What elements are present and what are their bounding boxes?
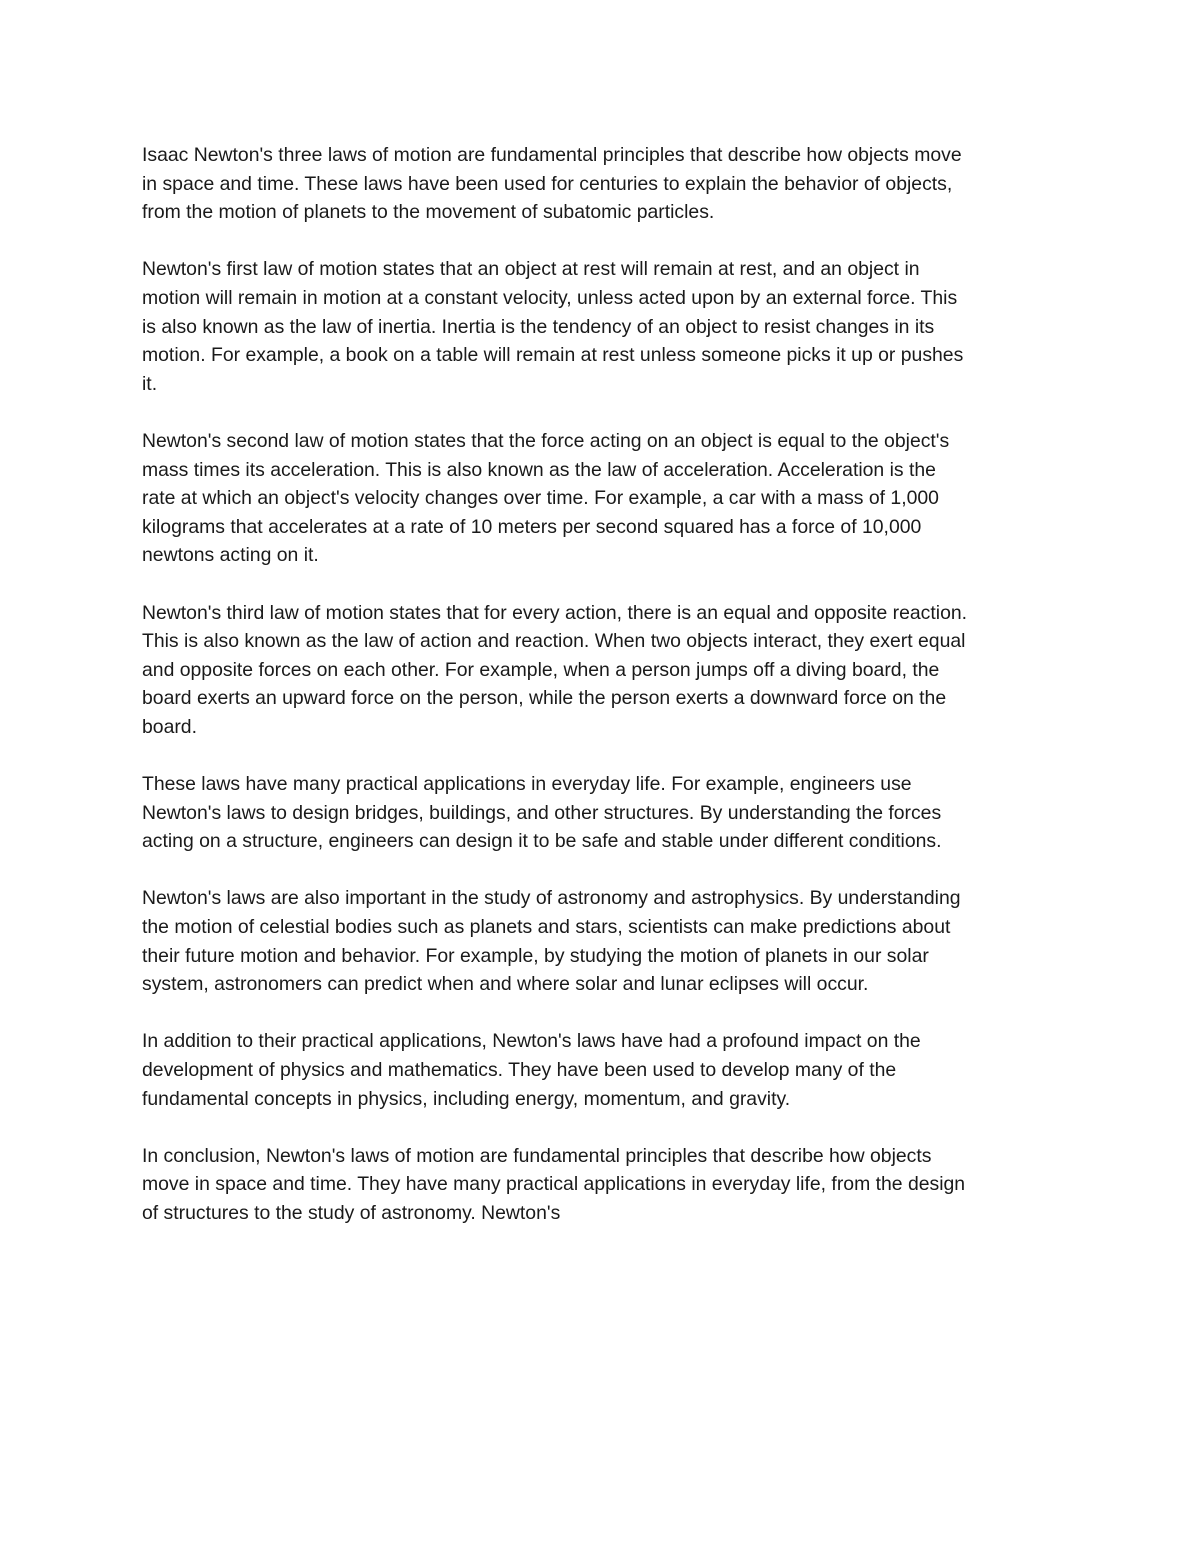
text-line: Newton's laws are also important in the study of astronomy and astrophysics. By understanding [142,887,961,910]
text-line: In conclusion, Newton's laws of motion are fundamental principles that describe how objects [142,1144,932,1167]
text-line: These laws have many practical applications in everyday life. For example, engineers use [142,773,912,796]
text-line: it. [142,372,158,395]
paragraph-conclusion [142,1142,1067,1228]
text-line: This is also known as the law of action and reaction. When two objects interact, they exert equal [142,630,966,653]
paragraph-astronomy [142,884,1067,998]
text-line: board exerts an upward force on the person, while the person exerts a downward force on the [142,687,947,710]
text-line: the motion of celestial bodies such as planets and stars, scientists can make predictions about [142,916,951,939]
text-line: In addition to their practical applications, Newton's laws have had a profound impact on the [142,1030,921,1053]
text-line: motion will remain in motion at a constant velocity, unless acted upon by an external force. This [142,286,958,309]
text-line: Newton's second law of motion states that the force acting on an object is equal to the object's [142,429,950,452]
text-line: move in space and time. They have many practical applications in everyday life, from the design [142,1173,966,1196]
text-line: acting on a structure, engineers can design it to be safe and stable under different conditions. [142,830,942,853]
paragraph-impact [142,1027,1067,1113]
text-line: rate at which an object's velocity changes over time. For example, a car with a mass of 1,000 [142,487,939,510]
text-line: board. [142,715,197,738]
text-line: in space and time. These laws have been used for centuries to explain the behavior of objects, [142,172,953,195]
paragraph-second-law [142,427,1067,570]
text-line: Newton's laws to design bridges, buildings, and other structures. By understanding the forces [142,801,942,824]
text-line: and opposite forces on each other. For example, when a person jumps off a diving board, the [142,658,940,681]
text-line: Newton's third law of motion states that for every action, there is an equal and opposite reaction. [142,601,968,624]
paragraph-intro [142,141,1067,227]
paragraph-third-law [142,599,1067,742]
text-line: newtons acting on it. [142,544,319,567]
text-line: development of physics and mathematics. They have been used to develop many of the [142,1059,897,1081]
text-line: system, astronomers can predict when and where solar and lunar eclipses will occur. [142,973,869,996]
document-body [142,141,1067,1256]
text-line: motion. For example, a book on a table will remain at rest unless someone picks it up or pushes [142,344,964,367]
text-line: their future motion and behavior. For example, by studying the motion of planets in our solar [142,944,929,967]
text-line: from the motion of planets to the movement of subatomic particles. [142,201,715,224]
paragraph-first-law [142,255,1067,398]
text-line: Isaac Newton's three laws of motion are fundamental principles that describe how objects move [142,144,962,166]
text-line: of structures to the study of astronomy. Newton's [142,1201,561,1224]
text-line: kilograms that accelerates at a rate of 10 meters per second squared has a force of 10,000 [142,515,922,538]
text-line: fundamental concepts in physics, including energy, momentum, and gravity. [142,1087,791,1110]
text-line: is also known as the law of inertia. Inertia is the tendency of an object to resist changes in its [142,315,935,338]
text-line: Newton's first law of motion states that an object at rest will remain at rest, and an object in [142,258,920,281]
paragraph-applications [142,770,1067,856]
text-line: mass times its acceleration. This is also known as the law of acceleration. Acceleration is the [142,458,936,481]
